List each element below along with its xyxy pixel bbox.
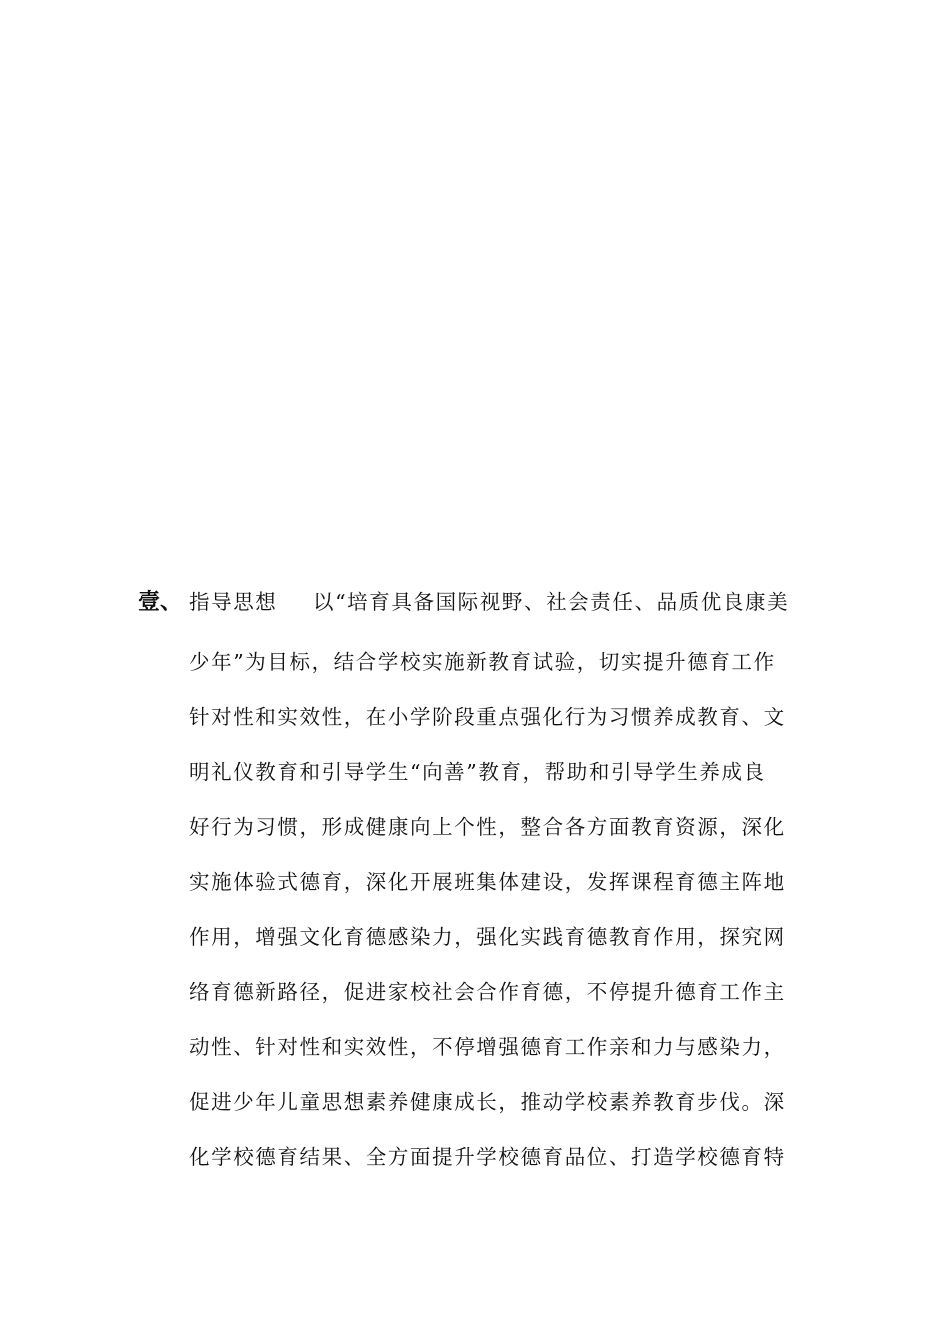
section-number: 壹、 — [138, 589, 183, 615]
paragraph-line: 少年”为目标，结合学校实施新教育试验，切实提升德育工作 — [189, 650, 776, 674]
section-heading: 指导思想 — [189, 590, 278, 614]
paragraph-line: 实施体验式德育，深化开展班集体建设，发挥课程育德主阵地 — [189, 870, 786, 894]
paragraph-line: 化学校德育结果、全方面提升学校德育品位、打造学校德育特 — [189, 1145, 786, 1169]
paragraph-line: 针对性和实效性，在小学阶段重点强化行为习惯养成教育、文 — [189, 705, 786, 729]
paragraph-line: 好行为习惯，形成健康向上个性，整合各方面教育资源，深化 — [189, 815, 786, 839]
paragraph-line: 促进少年儿童思想素养健康成长，推动学校素养教育步伐。深 — [189, 1090, 786, 1114]
paragraph-line: 明礼仪教育和引导学生“向善”教育，帮助和引导学生养成良 — [189, 760, 766, 784]
paragraph-line: 以“培育具备国际视野、社会责任、品质优良康美 — [313, 590, 790, 614]
paragraph-line: 作用，增强文化育德感染力，强化实践育德教育作用，探究网 — [189, 925, 786, 949]
paragraph-line: 动性、针对性和实效性，不停增强德育工作亲和力与感染力， — [189, 1035, 786, 1059]
paragraph-line: 络育德新路径，促进家校社会合作育德，不停提升德育工作主 — [189, 980, 786, 1004]
